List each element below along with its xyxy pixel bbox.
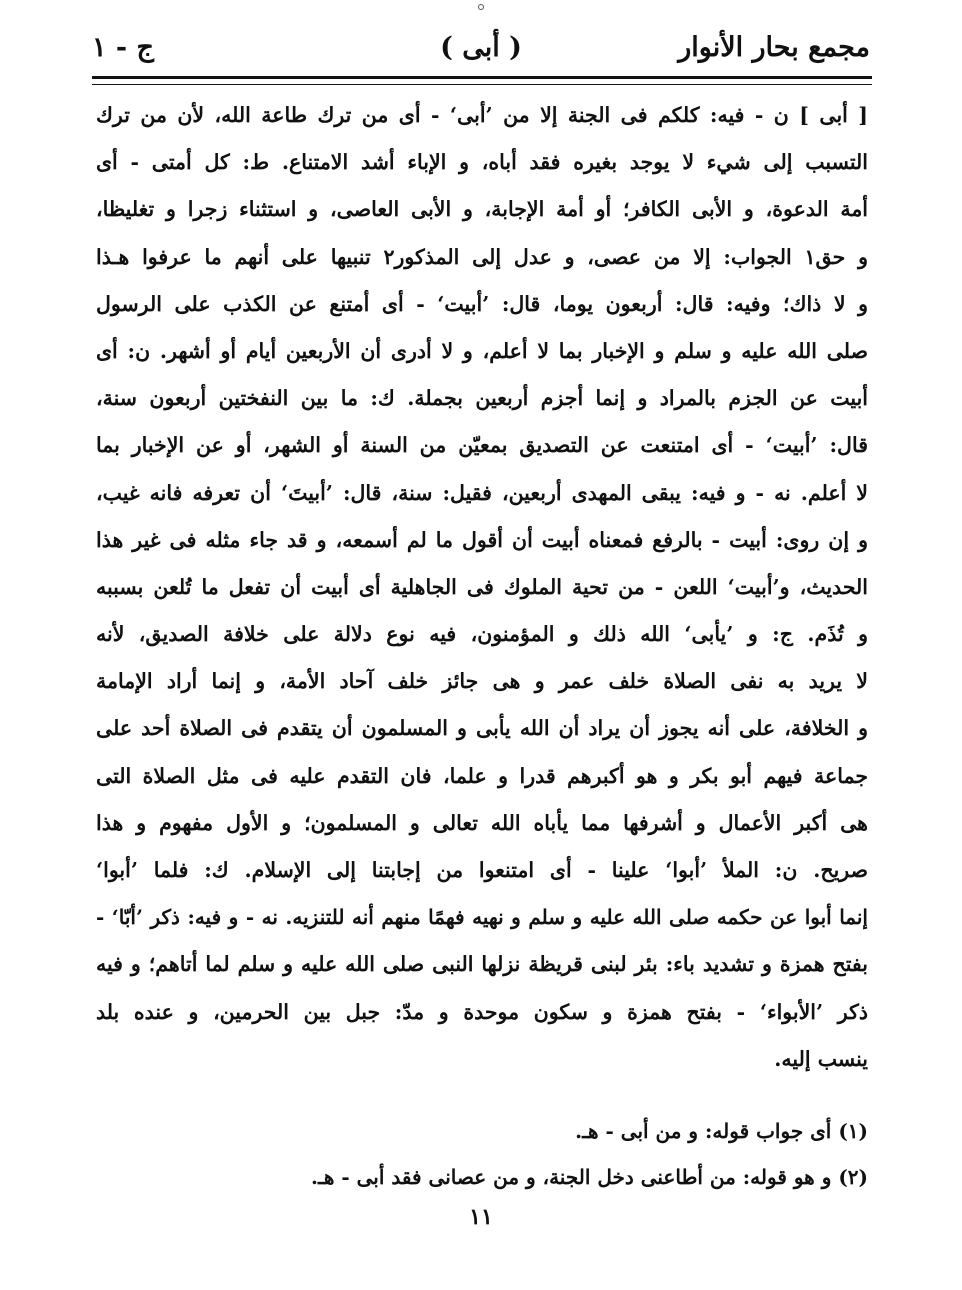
book-title: مجمع بحار الأنوار [678,31,870,63]
text-line: صلى الله عليه و سلم و الإخبار بما لا أعلم، و لا أدرى أن الأربعين أيام أو أشهر. ن: أى [96,338,868,363]
text-line: جماعة فيهم أبو بكر و هو أكبرهم قدرا و علما، فان التقدم عليه فى مثل الصلاة التى [96,763,868,788]
text-line: ينسب إليه. [774,1046,868,1071]
text-line: لا يريد به نفى الصلاة خلف عمر و هى جائز خلف آحاد الأمة، و إنما أراد الإمامة [96,669,868,694]
text-line: و إن روى: أبيت - بالرفع فمعناه أبيت أن أقول ما لم أسمعه، و قد جاء مثله فى غير هذا [96,527,868,552]
text-line: صريح. ن: الملأ ’أبوا‘ علينا - أى امتنعوا من إجابتنا إلى الإسلام. ك: فلما ’أبوا‘ [96,858,868,882]
text-line: ذكر ’الأبواء‘ - بفتح همزة و سكون موحدة و مدّ: جبل بين الحرمين، و عنده بلد [96,999,868,1024]
header-rule-thick [92,76,872,79]
text-line: الحديث، و’أبيت‘ اللعن - من تحية الملوك فى الجاهلية أى أبيت أن تفعل ما تُلعن بسببه [96,574,868,599]
footnote-1: (١) أى جواب قوله: و من أبى - هـ. [575,1119,868,1143]
running-header [92,24,870,70]
text-line: إنما أبوا عن حكمه صلى الله عليه و سلم و نهيه فهمًا منهم أنه للتنزيه. نه - و فيه: ذكر ’أبّا‘ - [96,905,868,930]
scan-speck [478,4,484,10]
text-line: لا أعلم. نه - و فيه: يبقى المهدى أربعين، فقيل: سنة، قال: ’أبيتَ‘ أن تعرفه فانه غيب، [96,480,868,505]
text-line: أمة الدعوة، و الأبى الكافر؛ أو أمة الإجابة، و الأبى العاصى، و استثناء زجرا و تغليظا، [96,197,868,222]
page-number: ١١ [469,1204,493,1230]
text-line: أبيت عن الجزم بالمراد و إنما أجزم أربعين بجملة. ك: ما بين النفختين أربعون سنة، [96,386,868,411]
text-line: و حق١ الجواب: إلا من عصى، و عدل إلى المذكور٢ تنبيها على أنهم ما عرفوا هـذا [96,244,868,269]
text-line: و تُذَم. ج: و ’يأبى‘ الله ذلك و المؤمنون، فيه نوع دلالة على خلافة الصديق، لأنه [96,622,868,647]
text-line: هى أكبر الأعمال و أشرفها مما يأباه الله تعالى و المسلمون؛ و الأول مفهوم و هذا [96,810,868,835]
text-line: بفتح همزة و تشديد باء: بئر لبنى قريظة نزلها النبى صلى الله عليه و سلم لما أتاهم؛ و فيه [96,952,868,977]
text-line: و الخلافة، على أنه يجوز أن يراد أن الله يأبى و المسلمون أن يتقدم فى الصلاة أحد على [96,716,868,741]
text-line: [ أبى ] ن - فيه: كلكم فى الجنة إلا من ’أبى‘ - أى من ترك طاعة الله، لأن من ترك [96,103,868,127]
entry-heading: ( أبى ) [440,31,522,63]
header-rule-thin [92,84,872,85]
volume-label: ج - ١ [92,31,154,63]
footnote-2: (٢) و هو قوله: من أطاعنى دخل الجنة، و من عصانى فقد أبى - هـ. [311,1165,868,1189]
footnotes [96,1108,868,1200]
text-line: و لا ذاك؛ وفيه: قال: أربعون يوما، قال: ’أبيت‘ - أى أمتنع عن الكذب على الرسول [96,291,868,316]
main-text [96,92,868,1083]
text-line: التسبب إلى شيء لا يوجد بغيره فقد أباه، و الإباء أشد الامتناع. ط: كل أمتى - أى [96,150,868,175]
text-line: قال: ’أبيت‘ - أى امتنعت عن التصديق بمعيّن من السنة أو الشهر، أو عن الإخبار بما [96,433,868,458]
